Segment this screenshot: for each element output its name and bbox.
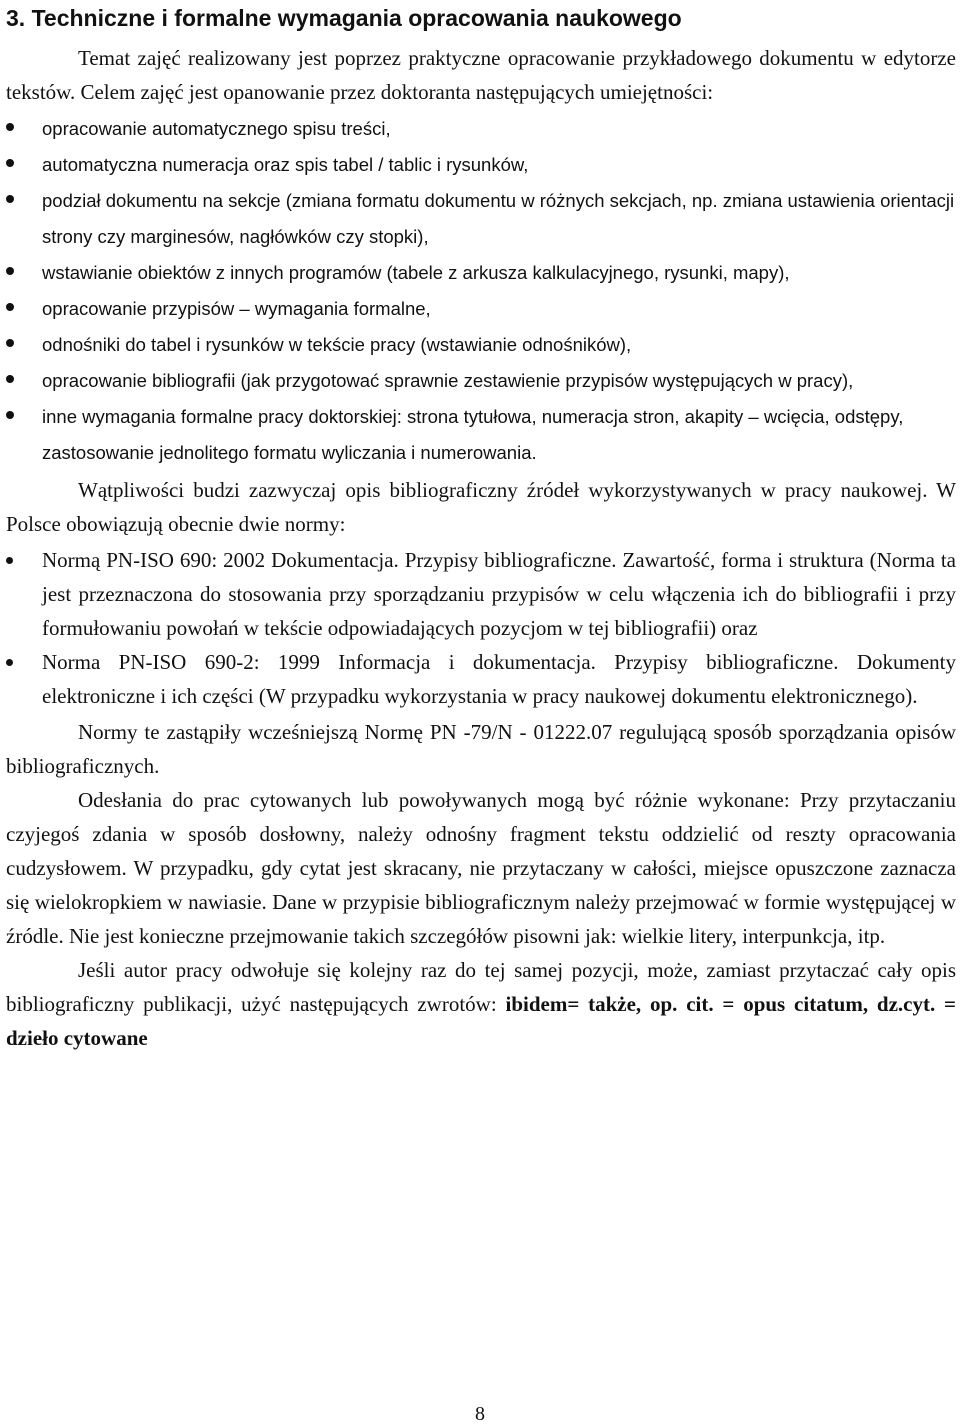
- bullet-icon: [6, 195, 14, 203]
- document-page: [6, 0, 956, 1055]
- list-item: Normą PN-ISO 690: 2002 Dokumentacja. Przypisy bibliograficzne. Zawartość, forma i struktura (Norma ta jest przeznaczona do stosowania przy sporządzaniu przypisów w celu włączenia ich do bibliografii i przy formułowaniu powołań w tekście odpowiadających pozycjom w tej bibliografii) oraz: [6, 543, 956, 645]
- bullet-icon: [6, 411, 14, 419]
- bullet-icon: [6, 123, 14, 131]
- norms-intro-paragraph: Wątpliwości budzi zazwyczaj opis bibliograficzny źródeł wykorzystywanych w pracy naukowej. W Polsce obowiązują obecnie dwie normy:: [6, 478, 956, 536]
- intro-paragraph: Temat zajęć realizowany jest poprzez praktyczne opracowanie przykładowego dokumentu w edytorze tekstów. Celem zajęć jest opanowanie przez doktoranta następujących umiejętności:: [6, 46, 956, 104]
- bullet-icon: [6, 339, 14, 347]
- norms-list: [6, 543, 956, 713]
- bullet-icon: [6, 557, 13, 564]
- page-number: 8: [475, 1403, 485, 1425]
- list-item: podział dokumentu na sekcje (zmiana formatu dokumentu w różnych sekcjach, np. zmiana ustawienia orientacji strony czy marginesów, nagłówków czy stopki),: [6, 183, 956, 255]
- list-item: opracowanie bibliografii (jak przygotować sprawnie zestawienie przypisów występujących w pracy),: [6, 363, 956, 399]
- bullet-icon: [6, 375, 14, 383]
- bullet-icon: [6, 159, 14, 167]
- repeat-terms: ibidem= także, op. cit. = opus citatum, dz.cyt. = dzieło cytowane: [6, 992, 957, 1050]
- list-item: Norma PN-ISO 690-2: 1999 Informacja i dokumentacja. Przypisy bibliograficzne. Dokumenty elektroniczne i ich części (W przypadku wykorzystania w pracy naukowej dokumentu elektronicznego).: [6, 645, 956, 713]
- bullet-icon: [6, 303, 14, 311]
- section-heading: 3. Techniczne i formalne wymagania opracowania naukowego: [6, 5, 682, 31]
- citations-paragraph: Odesłania do prac cytowanych lub powoływanych mogą być różnie wykonane: Przy przytaczaniu czyjegoś zdania w sposób dosłowny, należy odnośny fragment tekstu oddzielić od reszty opracowania cudzysłowem. W przypadku, gdy cytat jest skracany, nie przytaczany w całości, miejsce opuszczone zaznacza się wielokropkiem w nawiasie. Dane w przypisie bibliograficznym należy przejmować w formie występującej w źródle. Nie jest konieczne przejmowanie takich szczegółów pisowni jak: wielkie litery, interpunkcja, itp.: [6, 788, 956, 948]
- replaced-norm-paragraph: Normy te zastąpiły wcześniejszą Normę PN -79/N - 01222.07 regulującą sposób sporządzania opisów bibliograficznych.: [6, 720, 956, 778]
- list-item: opracowanie automatycznego spisu treści,: [6, 111, 956, 147]
- repeat-citation-paragraph: Jeśli autor pracy odwołuje się kolejny raz do tej samej pozycji, może, zamiast przytaczać cały opis bibliograficzny publikacji, użyć następujących zwrotów: ibidem= także, op. cit. = opus citatum, dz.cyt. = dzieło cytowane: [6, 958, 957, 1050]
- bullet-icon: [6, 267, 14, 275]
- skills-list: [6, 111, 956, 471]
- list-item: inne wymagania formalne pracy doktorskiej: strona tytułowa, numeracja stron, akapity – wcięcia, odstępy, zastosowanie jednolitego formatu wyliczania i numerowania.: [6, 399, 956, 471]
- bullet-icon: [6, 659, 13, 666]
- list-item: odnośniki do tabel i rysunków w tekście pracy (wstawianie odnośników),: [6, 327, 956, 363]
- list-item: wstawianie obiektów z innych programów (tabele z arkusza kalkulacyjnego, rysunki, mapy),: [6, 255, 956, 291]
- list-item: automatyczna numeracja oraz spis tabel / tablic i rysunków,: [6, 147, 956, 183]
- list-item: opracowanie przypisów – wymagania formalne,: [6, 291, 956, 327]
